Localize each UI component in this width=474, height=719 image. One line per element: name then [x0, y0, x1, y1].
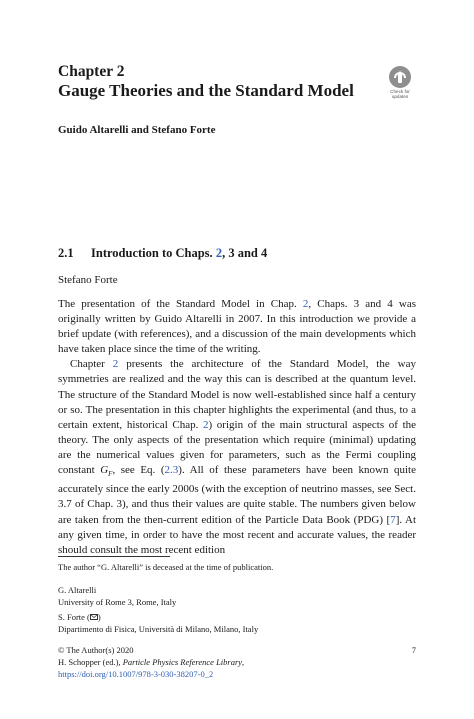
chapter-link[interactable]: 2 [112, 358, 119, 371]
section-title-prefix: Introduction to Chaps. [91, 246, 213, 260]
check-for-updates-label: Check for updates [390, 89, 410, 99]
fermi-constant-symbol: $G_F$ [100, 464, 113, 479]
chapter-link[interactable]: 2 [203, 418, 209, 431]
paragraph: The presentation of the Standard Model in Chap. 2, Chaps. 3 and 4 was originally written by Guido Altarelli in 2007. In this introduction we provide a brief update (with references), and a discussion of the main developments which have taken place since the time of the writing. [58, 298, 416, 356]
section-title-mid: , 3 and 4 [222, 246, 268, 260]
mail-icon[interactable] [90, 614, 98, 620]
chapter-link[interactable]: 2 [215, 246, 223, 260]
chapter-link[interactable]: 2 [302, 298, 309, 310]
section-author: Stefano Forte [58, 274, 118, 286]
chapter-label: Chapter 2 [58, 63, 125, 80]
equation-link[interactable]: 2.3 [164, 464, 179, 477]
check-for-updates-badge[interactable] [382, 66, 418, 102]
citation-link[interactable]: 7 [390, 513, 396, 526]
affiliation-name: G. Altarelli [58, 585, 97, 595]
affiliation-institution: Dipartimento di Fisica, Università di Milano, Milano, Italy [58, 623, 259, 634]
check-for-updates-icon [389, 66, 411, 88]
copyright-block [58, 645, 244, 680]
section-number: 2.1 [58, 246, 74, 260]
body-text [58, 297, 416, 558]
paragraph: Chapter 2 presents the architecture of the Standard Model, the way symmetries are realized and the way this can is described at the quantum level. The structure of the Standard Model is now well-established since half a century or so. The presentation in this chapter highlights the experimental (and thus, to a certain extent, historical Chap. 2) origin of the main structural aspects of the theory. The only aspects of the presentation which require (minimal) updating are the numerical values given for parameters, such as the Fermi coupling constant $G_F$, see Eq. (2.3). All of these parameters have been known quite accurately since the early 2000s (with the exception of neutrino masses, see Sect. 3.7 of Chap. 3), and thus their values are quite stable. The numbers given below are taken from the then-current edition of the Particle Data Book (PDG) [7]. At any given time, in order to have the most recent and accurate values, the reader should consult the most recent edition [58, 358, 417, 556]
doi-link[interactable]: https://doi.org/10.1007/978-3-030-38207-0_2 [58, 668, 214, 679]
book-reference: H. Schopper (ed.), Particle Physics Reference Library, [58, 656, 245, 667]
footnote-divider [58, 556, 170, 557]
chapter-authors: Guido Altarelli and Stefano Forte [58, 124, 216, 136]
copyright-line: © The Author(s) 2020 [58, 645, 134, 655]
affiliation-institution: University of Rome 3, Rome, Italy [58, 596, 177, 607]
section-heading [58, 246, 267, 261]
affiliation [58, 612, 258, 635]
chapter-title: Gauge Theories and the Standard Model [58, 81, 354, 100]
affiliation-name-row: S. Forte ( ) [58, 612, 101, 622]
footnote: The author “G. Altarelli” is deceased at the time of publication. [58, 562, 274, 572]
affiliation [58, 585, 176, 608]
page-number: 7 [411, 645, 416, 655]
